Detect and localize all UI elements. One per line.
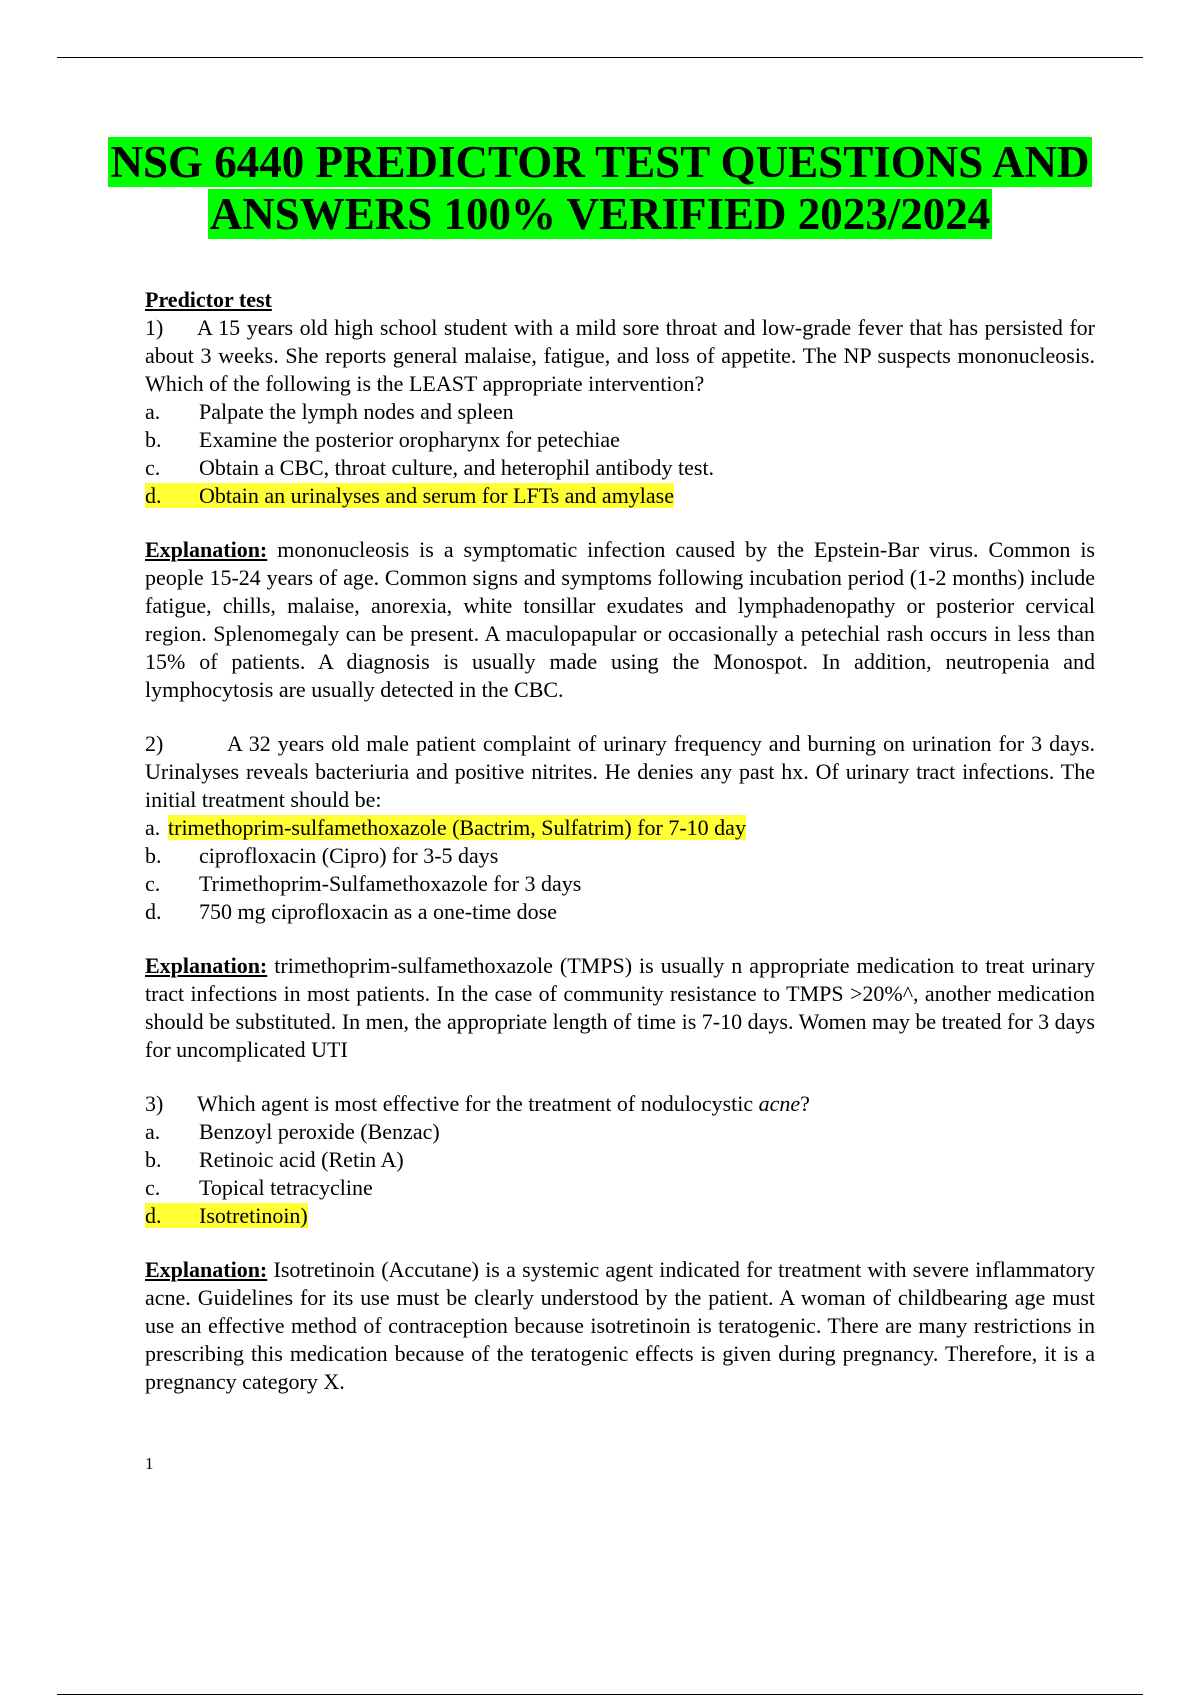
explanation-label: Explanation: <box>145 1257 268 1282</box>
title-line-2: ANSWERS 100% VERIFIED 2023/2024 <box>209 189 991 239</box>
explanation-label: Explanation: <box>145 537 268 562</box>
page-number: 1 <box>145 1454 154 1473</box>
question-text-italic: acne <box>758 1091 801 1116</box>
question-number: 1) <box>145 315 164 340</box>
option-d-answer <box>145 482 1095 510</box>
section-heading: Predictor test <box>145 287 272 312</box>
question-3-explanation <box>145 1256 1095 1396</box>
option-text: Topical tetracycline <box>199 1175 373 1200</box>
option-letter: c. <box>145 871 161 896</box>
question-1-options <box>145 398 1095 510</box>
question-1-explanation <box>145 536 1095 704</box>
option-letter: d. <box>145 1203 162 1228</box>
explanation-text: mononucleosis is a symptomatic infection caused by the Epstein-Bar virus. Common is people 15-24 years of age. Common signs and symptoms following incubation period (1-2 months) include fatigue, chills, malaise, anorexia, white tonsillar exudates and lymphadenopathy or posterior cervical region. Splenomegaly can be present. A maculopapular or occasionally a petechial rash occurs in less than 15% of patients. A diagnosis is usually made using the Monospot. In addition, neutropenia and lymphocytosis are usually detected in the CBC. <box>145 537 1095 702</box>
option-text: 750 mg ciprofloxacin as a one-time dose <box>199 899 558 924</box>
document-body <box>145 286 1095 1396</box>
question-2-explanation <box>145 952 1095 1064</box>
option-letter: d. <box>145 899 162 924</box>
question-text: A 32 years old male patient complaint of urinary frequency and burning on urination for 3 days. Urinalyses reveals bacteriuria and positive nitrites. He denies any past hx. Of urinary tract infections. The initial treatment should be: <box>145 731 1095 812</box>
question-2-stem <box>145 730 1095 814</box>
option-text: trimethoprim-sulfamethoxazole (Bactrim, Sulfatrim) for 7-10 day <box>168 815 746 840</box>
option-text: Benzoyl peroxide (Benzac) <box>199 1119 440 1144</box>
question-text: A 15 years old high school student with a mild sore throat and low-grade fever that has persisted for about 3 weeks. She reports general malaise, fatigue, and loss of appetite. The NP suspects mononucleosis. Which of the following is the LEAST appropriate intervention? <box>145 315 1095 396</box>
option-c <box>145 454 1095 482</box>
question-1 <box>145 314 1095 704</box>
question-number: 2) <box>145 731 164 756</box>
option-letter: b. <box>145 1147 162 1172</box>
option-text: Isotretinoin) <box>199 1203 308 1228</box>
bottom-rule <box>57 1694 1143 1695</box>
question-3-stem <box>145 1090 1095 1118</box>
option-b <box>145 842 1095 870</box>
option-letter: a. <box>145 1119 161 1144</box>
option-letter: a. <box>145 399 161 424</box>
option-text: ciprofloxacin (Cipro) for 3-5 days <box>199 843 499 868</box>
option-b <box>145 426 1095 454</box>
option-a <box>145 398 1095 426</box>
option-c <box>145 870 1095 898</box>
question-text-end: ? <box>800 1091 810 1116</box>
explanation-label: Explanation: <box>145 953 268 978</box>
option-letter: b. <box>145 427 162 452</box>
option-letter: c. <box>145 1175 161 1200</box>
option-letter: b. <box>145 843 162 868</box>
option-c <box>145 1174 1095 1202</box>
top-rule <box>57 57 1143 58</box>
option-a <box>145 1118 1095 1146</box>
question-3 <box>145 1090 1095 1396</box>
option-text: Obtain an urinalyses and serum for LFTs and amylase <box>199 483 675 508</box>
question-2 <box>145 730 1095 1064</box>
option-text: Palpate the lymph nodes and spleen <box>199 399 514 424</box>
option-b <box>145 1146 1095 1174</box>
document-title <box>0 136 1200 240</box>
option-d-answer <box>145 1202 1095 1230</box>
question-text: Which agent is most effective for the treatment of nodulocystic <box>197 1091 759 1116</box>
question-2-options <box>145 814 1095 926</box>
option-d <box>145 898 1095 926</box>
option-a-answer <box>145 814 1095 842</box>
question-3-options <box>145 1118 1095 1230</box>
question-number: 3) <box>145 1091 164 1116</box>
option-text: Examine the posterior oropharynx for petechiae <box>199 427 620 452</box>
option-letter: c. <box>145 455 161 480</box>
option-text: Obtain a CBC, throat culture, and heterophil antibody test. <box>199 455 715 480</box>
explanation-text: Isotretinoin (Accutane) is a systemic agent indicated for treatment with severe inflammatory acne. Guidelines for its use must be clearly understood by the patient. A woman of childbearing age must use an effective method of contraception because isotretinoin is teratogenic. There are many restrictions in prescribing this medication because of the teratogenic effects is given during pregnancy. Therefore, it is a pregnancy category X. <box>145 1257 1095 1394</box>
option-text: Trimethoprim-Sulfamethoxazole for 3 days <box>199 871 582 896</box>
option-text: Retinoic acid (Retin A) <box>199 1147 404 1172</box>
option-letter: d. <box>145 483 162 508</box>
title-line-1: NSG 6440 PREDICTOR TEST QUESTIONS AND <box>110 137 1090 187</box>
option-letter: a. <box>145 815 161 840</box>
explanation-text: trimethoprim-sulfamethoxazole (TMPS) is usually n appropriate medication to treat urinary tract infections in most patients. In the case of community resistance to TMPS >20%^, another medication should be substituted. In men, the appropriate length of time is 7-10 days. Women may be treated for 3 days for uncomplicated UTI <box>145 953 1096 1062</box>
question-1-stem <box>145 314 1095 398</box>
